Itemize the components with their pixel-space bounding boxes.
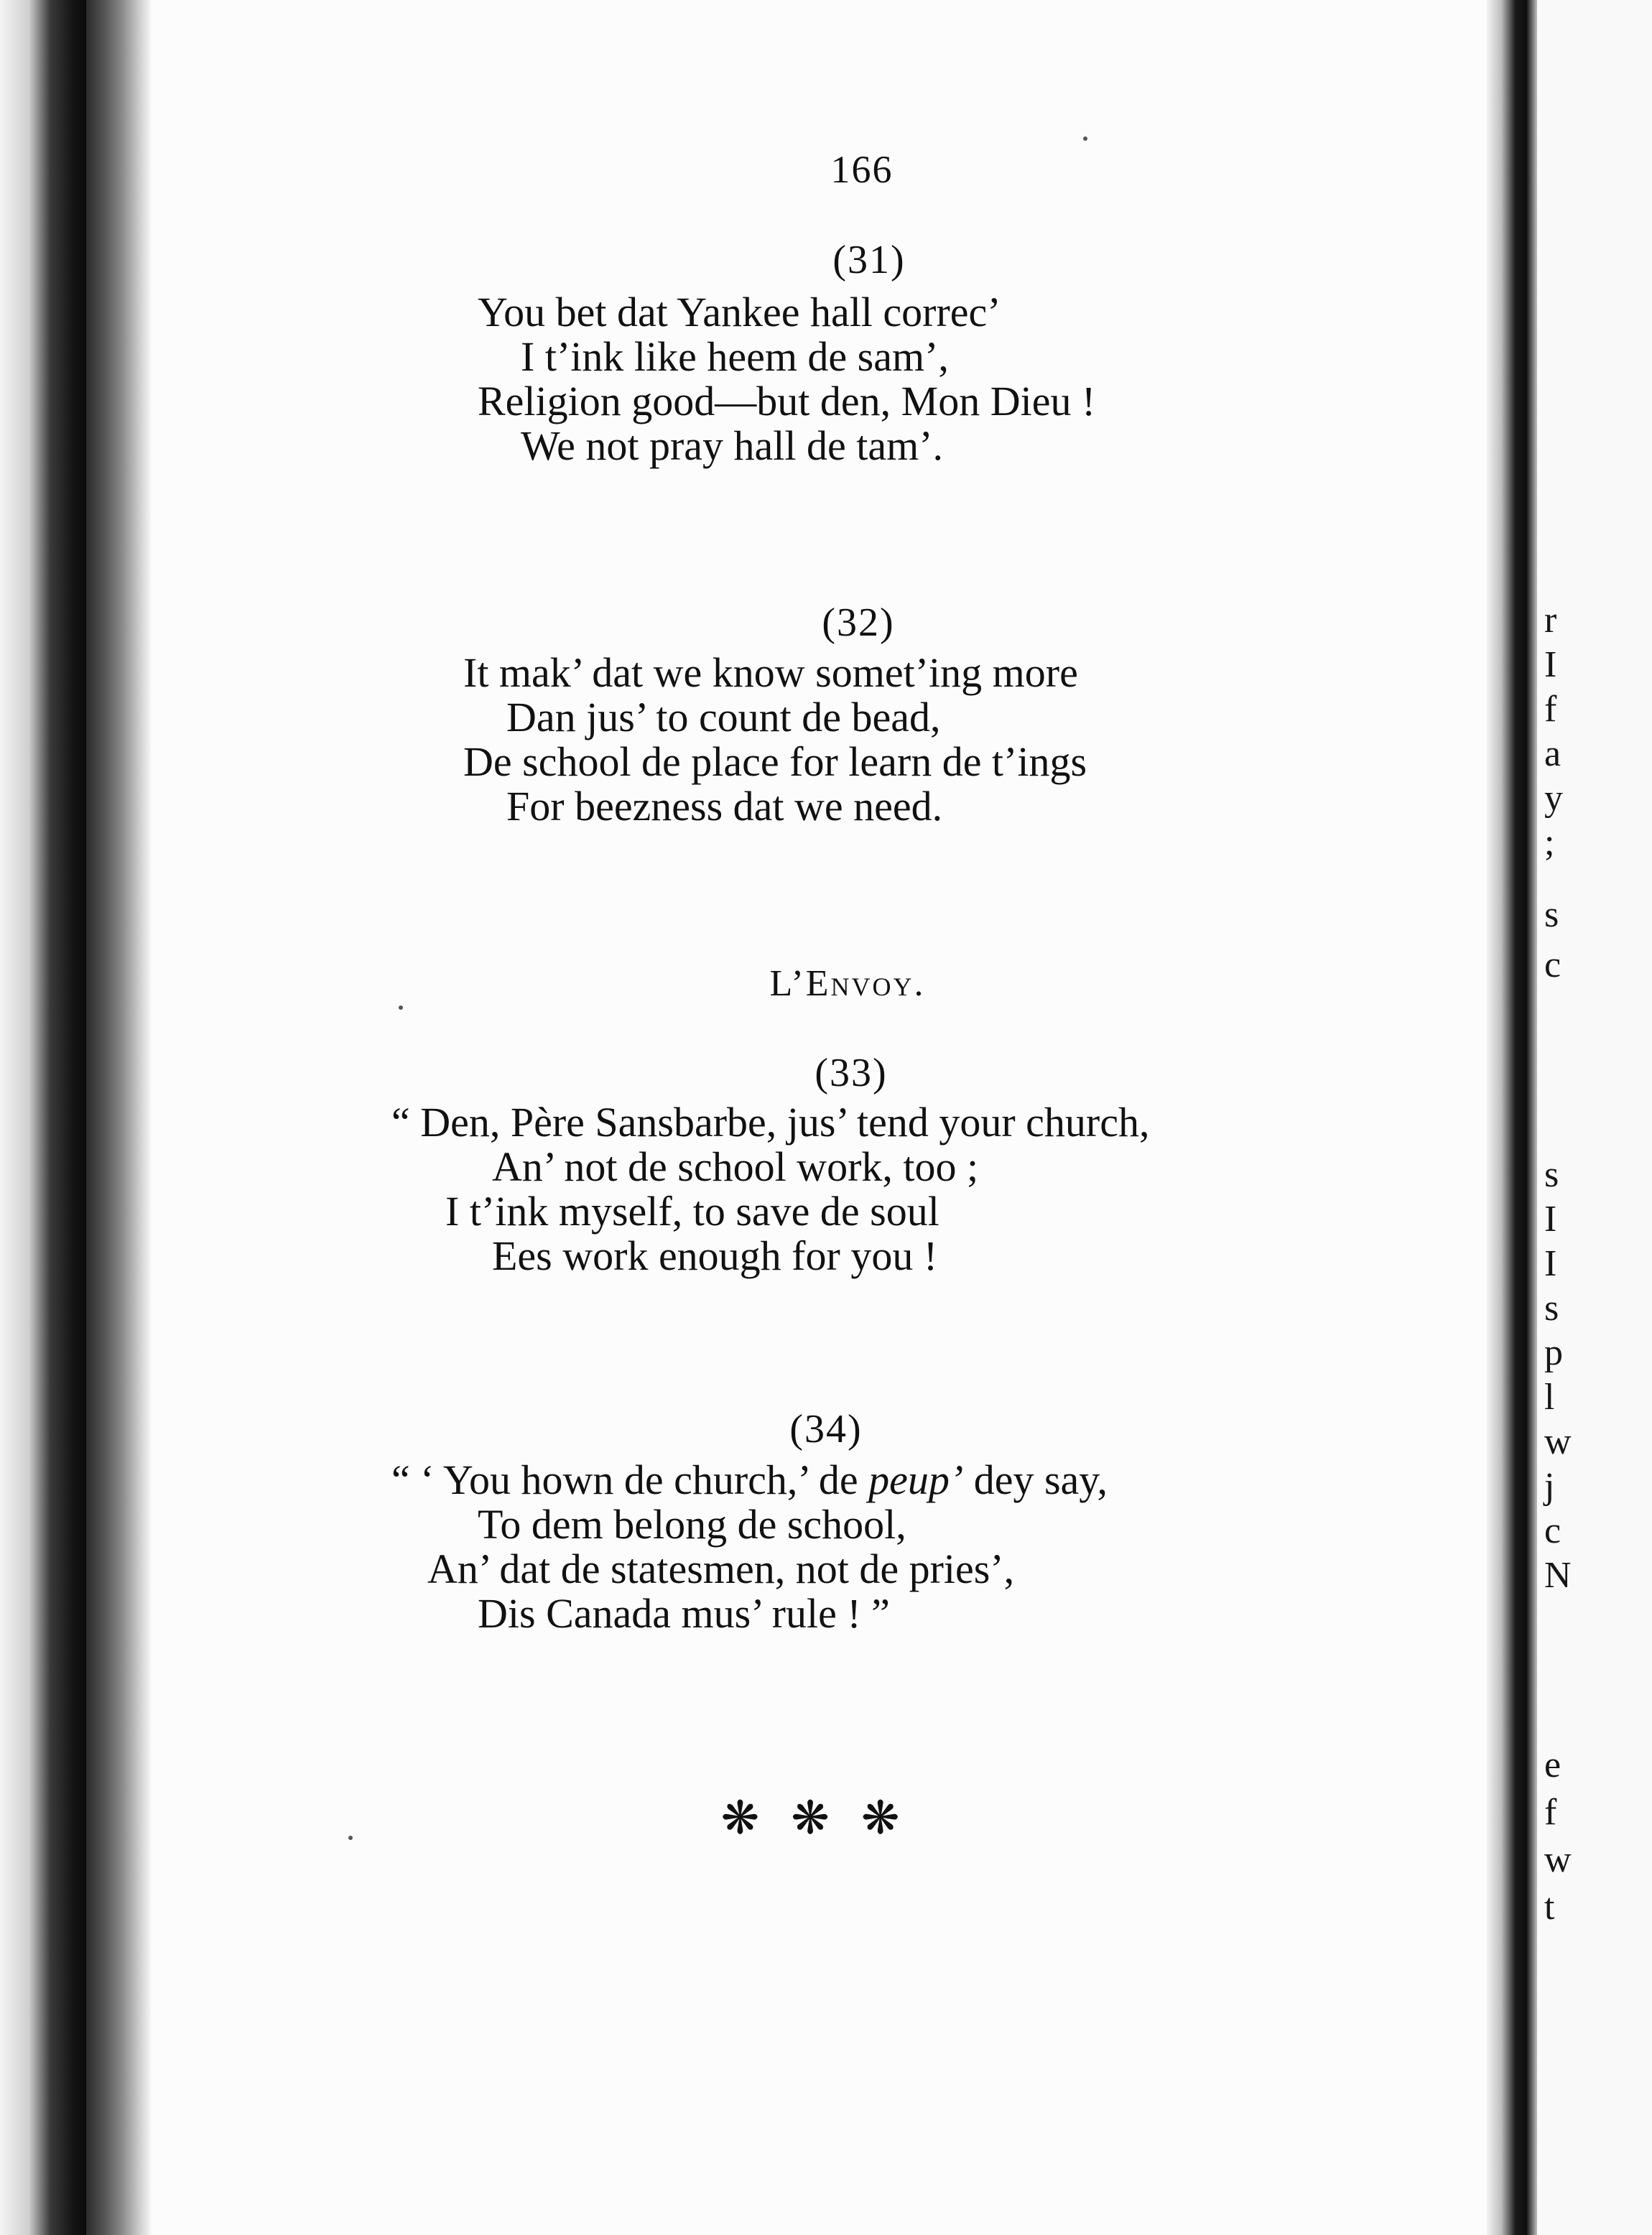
adjacent-page-fragment: t [1544, 1887, 1555, 1928]
scan-speck [1083, 136, 1087, 141]
verse-line: Ees work enough for you ! [492, 1232, 938, 1279]
adjacent-page-fragment: c [1544, 1510, 1561, 1551]
adjacent-page-fragment: N [1544, 1555, 1572, 1596]
verse-line: For beezness dat we need. [506, 783, 943, 830]
verse-line: “ ‘ You hown de church,’ de peup’ dey say, [391, 1456, 1108, 1503]
stanza-number: (34) [789, 1407, 863, 1451]
adjacent-page-fragment: a [1544, 733, 1561, 774]
scan-speck [348, 1836, 353, 1840]
adjacent-page-fragment: I [1544, 1199, 1557, 1240]
verse-line: An’ not de school work, too ; [492, 1143, 979, 1190]
stanza [463, 651, 1087, 829]
verse-line: De school de place for learn de t’ings [463, 738, 1087, 785]
adjacent-page-fragment: I [1544, 644, 1557, 685]
verse-line: To dem belong de school, [478, 1501, 906, 1548]
verse-line: I t’ink like heem de sam’, [521, 333, 949, 380]
adjacent-page-fragment: p [1544, 1332, 1563, 1373]
italic-word: peup’ [868, 1456, 964, 1503]
adjacent-page-fragment: r [1544, 600, 1557, 641]
stanza-number: (31) [832, 238, 906, 282]
adjacent-page-fragment: c [1544, 944, 1561, 985]
scan-speck [399, 1005, 403, 1010]
adjacent-page-fragment: s [1544, 1154, 1559, 1195]
verse-line: An’ dat de statesmen, not de pries’, [427, 1546, 1015, 1592]
section-heading: L’Envoy. [769, 963, 926, 1004]
verse-line: We not pray hall de tam’. [521, 422, 944, 469]
adjacent-page-fragment: ; [1544, 822, 1555, 863]
page-number: 166 [830, 148, 894, 191]
adjacent-page-fragment: w [1544, 1839, 1572, 1880]
adjacent-page-fragment: l [1544, 1377, 1555, 1418]
adjacent-page-fragment: s [1544, 894, 1559, 935]
verse-line: I t’ink myself, to save de soul [445, 1188, 939, 1235]
stanza [478, 290, 1095, 468]
adjacent-page-fragment: e [1544, 1744, 1561, 1785]
closing-ornament: ❋❋❋ [720, 1792, 932, 1845]
verse-line: Dis Canada mus’ rule ! ” [478, 1590, 890, 1637]
verse-line: Religion good—but den, Mon Dieu ! [478, 378, 1096, 424]
verse-line: It mak’ dat we know somet’ing more [463, 649, 1078, 696]
adjacent-page-fragment: I [1544, 1243, 1557, 1284]
adjacent-page-fragment: j [1544, 1466, 1555, 1507]
verse-line: Dan jus’ to count de bead, [506, 694, 941, 740]
adjacent-page-fragment: f [1544, 1792, 1557, 1833]
adjacent-page-fragment: f [1544, 689, 1557, 730]
stanza [391, 1100, 1149, 1278]
page-gutter [1487, 0, 1537, 2235]
adjacent-page-fragment: s [1544, 1288, 1559, 1329]
verse-line: “ Den, Père Sansbarbe, jus’ tend your church, [391, 1099, 1150, 1146]
book-binding [0, 0, 86, 2235]
stanza-number: (33) [815, 1051, 888, 1095]
adjacent-page-fragment: w [1544, 1421, 1572, 1462]
verse-line: You bet dat Yankee hall correc’ [478, 289, 1001, 335]
page-curl-shadow [86, 0, 151, 2235]
adjacent-page-fragment: y [1544, 778, 1563, 819]
stanza-number: (32) [822, 600, 895, 645]
stanza [391, 1458, 1108, 1636]
